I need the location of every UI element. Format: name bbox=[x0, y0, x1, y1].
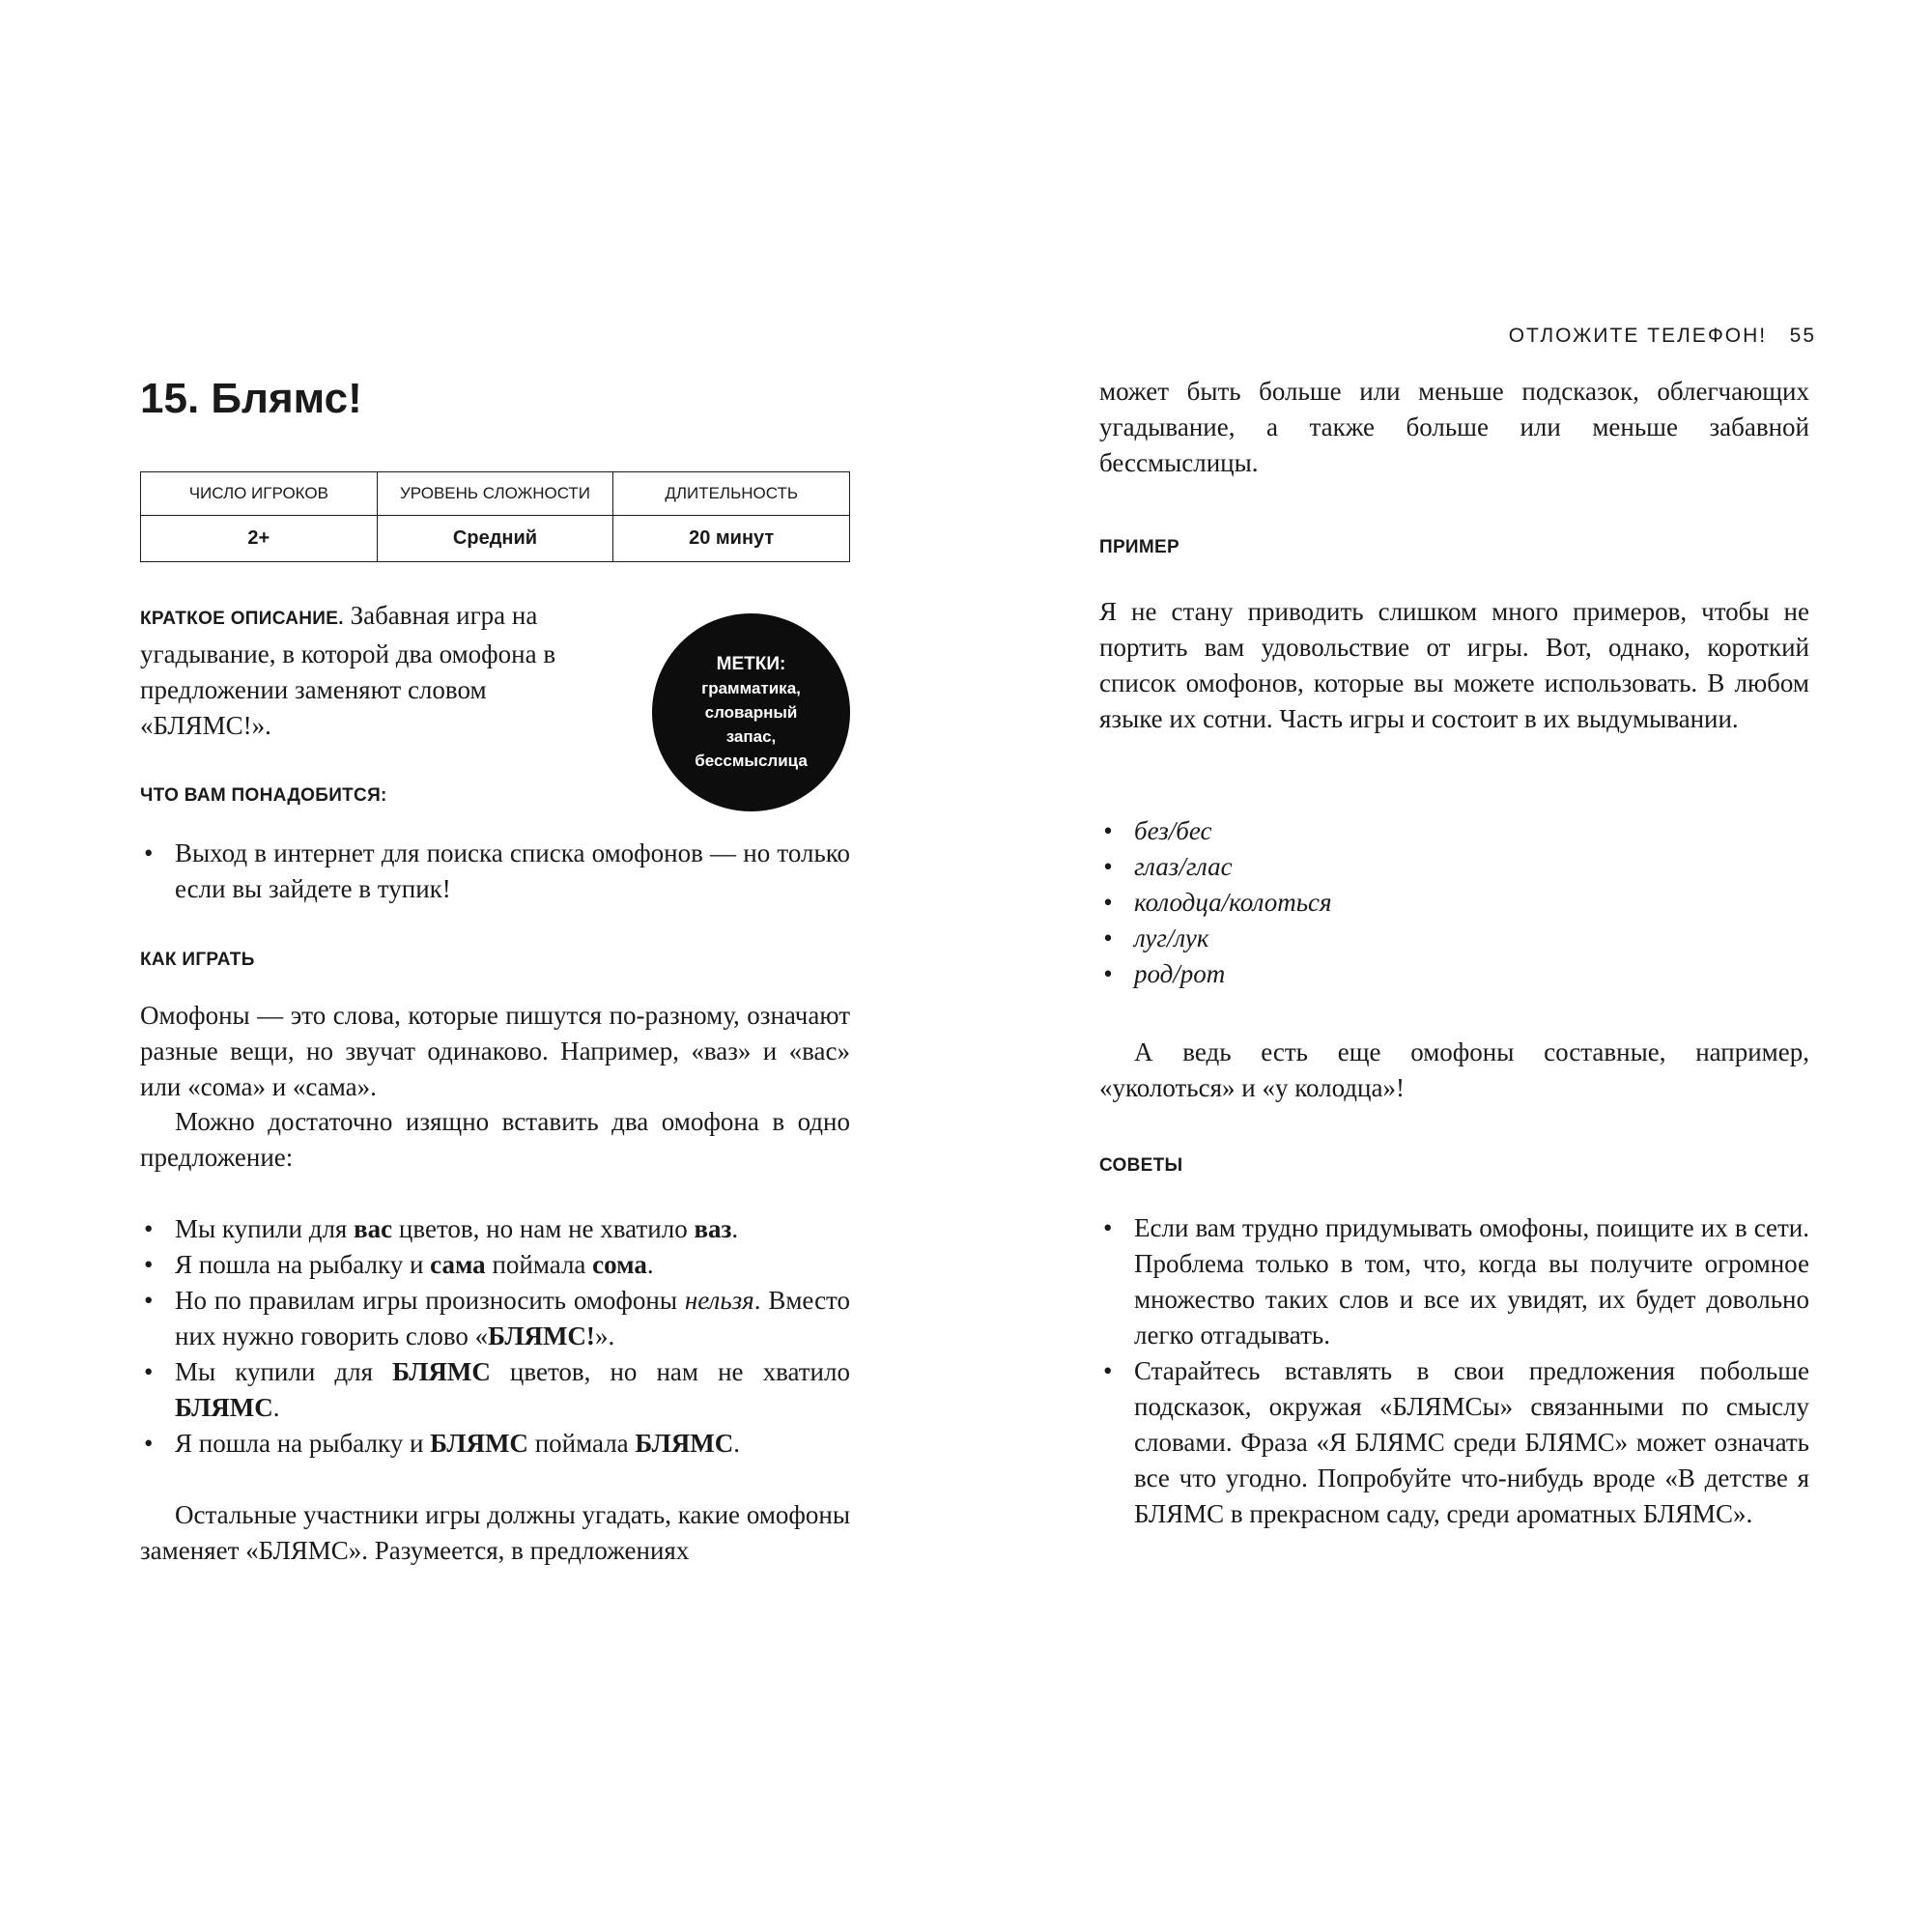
players-header: ЧИСЛО ИГРОКОВ bbox=[141, 472, 378, 516]
tips-heading: СОВЕТЫ bbox=[1099, 1155, 1183, 1176]
example-paragraph: Я не стану приводить слишком много примеров, чтобы не портить вам удовольствие от игры. Вот, однако, короткий список омофонов, которые вы можете использовать. В любом языке их сотни. Часть игры и состоит в их выдумывании. bbox=[1099, 597, 1809, 733]
page-title: 15. Блямс! bbox=[140, 375, 362, 422]
homophones-list bbox=[1099, 813, 1809, 992]
continuation-paragraph: может быть больше или меньше подсказок, облегчающих угадывание, а также больше или меньше забавной бессмыслицы. bbox=[1099, 377, 1809, 477]
list-item: • Мы купили для БЛЯМС цветов, но нам не хватило БЛЯМС. bbox=[140, 1354, 850, 1426]
how-paragraph-2: Можно достаточно изящно вставить два омофона в одно предложение: bbox=[140, 1107, 850, 1172]
duration-value: 20 минут bbox=[613, 516, 850, 562]
list-item: • Я пошла на рыбалку и сама поймала сома. bbox=[140, 1247, 850, 1283]
list-item: • Мы купили для вас цветов, но нам не хватило ваз. bbox=[140, 1211, 850, 1247]
running-header bbox=[1352, 325, 1816, 348]
list-item: • Но по правилам игры произносить омофоны нельзя. Вместо них нужно говорить слово «БЛЯМС!». bbox=[140, 1283, 850, 1354]
list-item: • колодца/колоться bbox=[1099, 885, 1809, 921]
running-title: ОТЛОЖИТЕ ТЕЛЕФОН! bbox=[1508, 325, 1768, 347]
how-paragraph-1: Омофоны — это слова, которые пишутся по-разному, означают разные вещи, но звучат одинаково. Например, «ваз» и «вас» или «сома» и «сама». bbox=[140, 1001, 850, 1101]
game-info-table bbox=[140, 471, 850, 562]
tags-badge bbox=[652, 613, 850, 811]
list-item: • глаз/глас bbox=[1099, 849, 1809, 885]
summary-label: КРАТКОЕ ОПИСАНИЕ. bbox=[140, 609, 344, 629]
list-item: • Старайтесь вставлять в свои предложения побольше подсказок, окружая «БЛЯМСы» связанными по смыслу словами. Фраза «Я БЛЯМС среди БЛЯМС» может означать все что угодно. Попробуйте что-нибудь вроде «В детстве я БЛЯМС в прекрасном саду, среди ароматных БЛЯМС». bbox=[1099, 1353, 1809, 1532]
how-heading: КАК ИГРАТЬ bbox=[140, 950, 255, 970]
example-heading: ПРИМЕР bbox=[1099, 537, 1179, 557]
list-item: • Я пошла на рыбалку и БЛЯМС поймала БЛЯМС. bbox=[140, 1426, 850, 1462]
example-sentences-list bbox=[140, 1211, 850, 1462]
summary-text: Забавная игра на угадывание, в которой два омофона в предложении заменяют словом «БЛЯМС!». bbox=[140, 601, 556, 740]
tags-text: грамматика, словарный запас, бессмыслица bbox=[695, 679, 808, 770]
players-value: 2+ bbox=[141, 516, 378, 562]
table-header-row bbox=[141, 472, 850, 516]
difficulty-value: Средний bbox=[377, 516, 613, 562]
list-item: • без/бес bbox=[1099, 813, 1809, 849]
need-list bbox=[140, 836, 850, 907]
list-item: • луг/лук bbox=[1099, 921, 1809, 956]
need-heading: ЧТО ВАМ ПОНАДОБИТСЯ: bbox=[140, 785, 387, 806]
how-paragraph-3: Остальные участники игры должны угадать, какие омофоны заменяет «БЛЯМС». Разумеется, в предложениях bbox=[140, 1500, 850, 1565]
tags-label: МЕТКИ: bbox=[716, 654, 786, 674]
list-item: • Выход в интернет для поиска списка омофонов — но только если вы зайдете в тупик! bbox=[140, 836, 850, 907]
compound-homophones-paragraph: А ведь есть еще омофоны составные, например, «уколоться» и «у колодца»! bbox=[1099, 1037, 1809, 1102]
table-value-row bbox=[141, 516, 850, 562]
page-number: 55 bbox=[1789, 325, 1816, 347]
summary bbox=[140, 598, 609, 744]
duration-header: ДЛИТЕЛЬНОСТЬ bbox=[613, 472, 850, 516]
list-item: • род/рот bbox=[1099, 956, 1809, 992]
list-item: • Если вам трудно придумывать омофоны, поищите их в сети. Проблема только в том, что, когда вы получите огромное множество таких слов и все их увидят, их будет довольно легко отгадывать. bbox=[1099, 1210, 1809, 1353]
tips-list bbox=[1099, 1210, 1809, 1532]
difficulty-header: УРОВЕНЬ СЛОЖНОСТИ bbox=[377, 472, 613, 516]
